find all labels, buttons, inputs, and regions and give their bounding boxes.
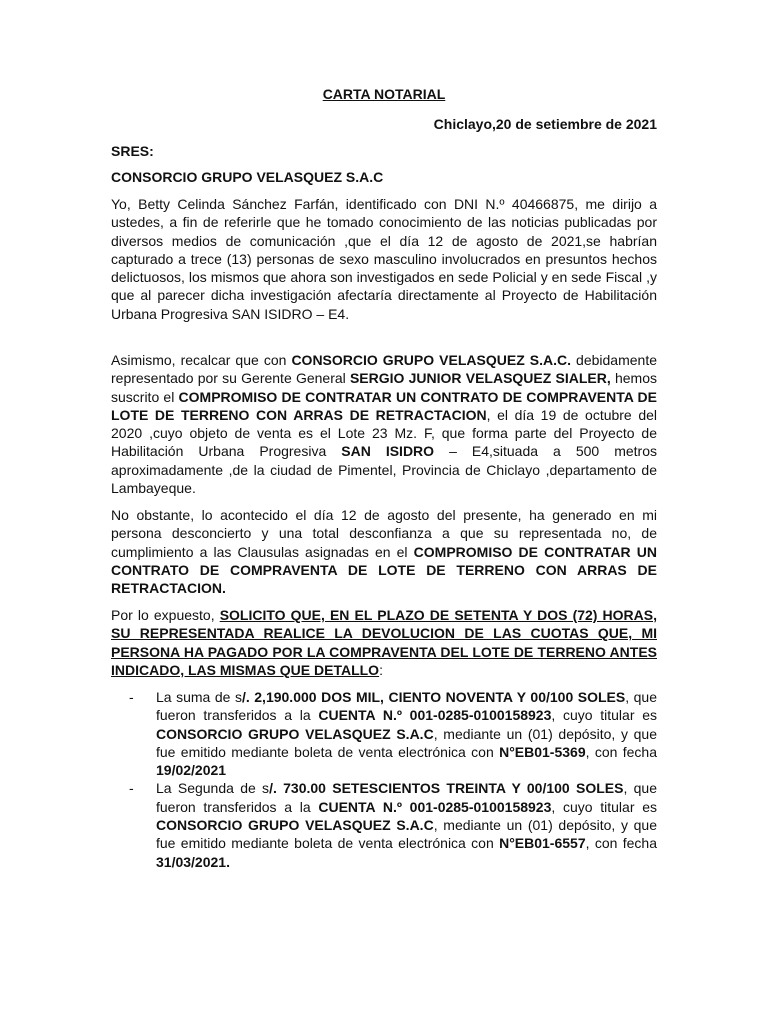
text-run: La Segunda de s xyxy=(156,780,270,797)
bold-run: /. 730.00 SETESCIENTOS TREINTA Y 00/100 SOLES xyxy=(269,780,624,797)
text-run: Por lo expuesto, xyxy=(111,607,220,623)
paragraph-contract xyxy=(111,351,657,497)
text-run: , cuyo titular es xyxy=(551,707,657,724)
text-run: No obstante, lo acontecido el día 12 de agosto del presente, ha generado en mi persona desconcierto y una total desconfianza a que su representada no, de cumplimiento a las Clausulas asignadas en el xyxy=(111,507,657,560)
bold-run: 31/03/2021 xyxy=(156,853,227,870)
bold-run: . xyxy=(226,853,230,870)
text-run: debidamente representado por su Gerente General xyxy=(111,352,658,387)
bold-run: SAN ISIDRO xyxy=(341,443,435,460)
bold-run: CUENTA N.º 001-0285-0100158923 xyxy=(318,798,552,815)
document-title: CARTA NOTARIAL xyxy=(322,86,446,102)
text-run: , que fueron transferidos a la xyxy=(156,689,657,724)
text-run: hemos suscrito el xyxy=(111,370,657,405)
payment-item xyxy=(111,688,657,779)
text-run: , el día 19 de octubre del 2020 ,cuyo objeto de venta es el Lote 23 Mz. F, que forma parte del Proyecto de Habilitación Urbana Progresiva xyxy=(111,406,658,460)
bold-run: COMPROMISO DE CONTRATAR UN CONTRATO DE COMPRAVENTA DE LOTE DE TERRENO CON ARRAS DE RETRACTACION xyxy=(111,388,657,423)
list-bullet: - xyxy=(129,780,134,797)
bold-run: CUENTA N.º 001-0285-0100158923 xyxy=(318,707,552,724)
text-run: , con fecha xyxy=(585,835,657,852)
bold-run: CONSORCIO GRUPO VELASQUEZ S.A.C xyxy=(156,725,434,742)
paragraph-intro: Yo, Betty Celinda Sánchez Farfán, identificado con DNI N.º 40466875, me dirijo a ustedes, a fin de referirle que he tomado conocimiento de las noticias publicadas por diversos medios de comunicación ,que el día 12 de agosto de 2021,se habrían capturado a trece (13) personas de sexo masculino involucrados en presuntos hechos delictuosos, los mismos que ahora son investigados en sede Policial y en sede Fiscal ,y que al parecer dicha investigación afectaría directamente al Proyecto de Habilitación Urbana Progresiva SAN ISIDRO – E4. xyxy=(111,196,657,322)
bold-run: N°EB01-6557 xyxy=(499,835,586,852)
underlined-request: SOLICITO QUE, EN EL PLAZO DE SETENTA Y DOS (72) HORAS, SU REPRESENTADA REALICE LA DEVOLUCION DE LAS CUOTAS QUE, MI PERSONA HA PAGADO POR LA COMPRAVENTA DEL LOTE DE TERRENO ANTES INDICADO, LAS MISMAS QUE DETALLO xyxy=(111,607,658,678)
text-run: : xyxy=(379,661,383,678)
paragraph-concern xyxy=(111,506,657,597)
text-run: – E4,situada a 500 metros aproximadamente ,de la ciudad de Pimentel, Provincia de Chiclayo ,departamento de Lambayeque. xyxy=(111,443,658,497)
bold-run: N°EB01-5369 xyxy=(499,743,586,760)
bold-run: COMPROMISO DE CONTRATAR UN CONTRATO DE COMPRAVENTA DE LOTE DE TERRENO CON ARRAS DE RETRACTACION. xyxy=(111,543,657,597)
addressee-company: CONSORCIO GRUPO VELASQUEZ S.A.C xyxy=(111,169,384,185)
text-run: Asimismo, recalcar que con xyxy=(111,352,292,368)
text-run: La suma de s xyxy=(156,689,242,705)
bold-run: /. 2,190.000 DOS MIL, CIENTO NOVENTA Y 00/100 SOLES xyxy=(241,689,626,705)
text-run: , mediante un (01) depósito, y que fue emitido mediante boleta de venta electrónica con xyxy=(156,725,658,760)
salutation: SRES: xyxy=(111,143,154,159)
bold-run: CONSORCIO GRUPO VELASQUEZ S.A.C xyxy=(156,817,434,834)
bold-run: CONSORCIO GRUPO VELASQUEZ S.A.C. xyxy=(291,352,572,368)
text-run: , con fecha xyxy=(585,743,657,760)
text-run: , cuyo titular es xyxy=(551,798,657,815)
paragraph-request xyxy=(111,606,657,679)
bold-run: 19/02/2021 xyxy=(156,762,227,779)
payment-item xyxy=(111,779,657,870)
text-run: , que fueron transferidos a la xyxy=(156,780,658,815)
letter-date: Chiclayo,20 de setiembre de 2021 xyxy=(433,116,657,132)
text-run: , mediante un (01) depósito, y que fue emitido mediante boleta de venta electrónica con xyxy=(156,817,658,852)
bold-run: SERGIO JUNIOR VELASQUEZ SIALER, xyxy=(349,370,611,387)
list-bullet: - xyxy=(129,689,134,705)
payment-list xyxy=(111,688,657,871)
